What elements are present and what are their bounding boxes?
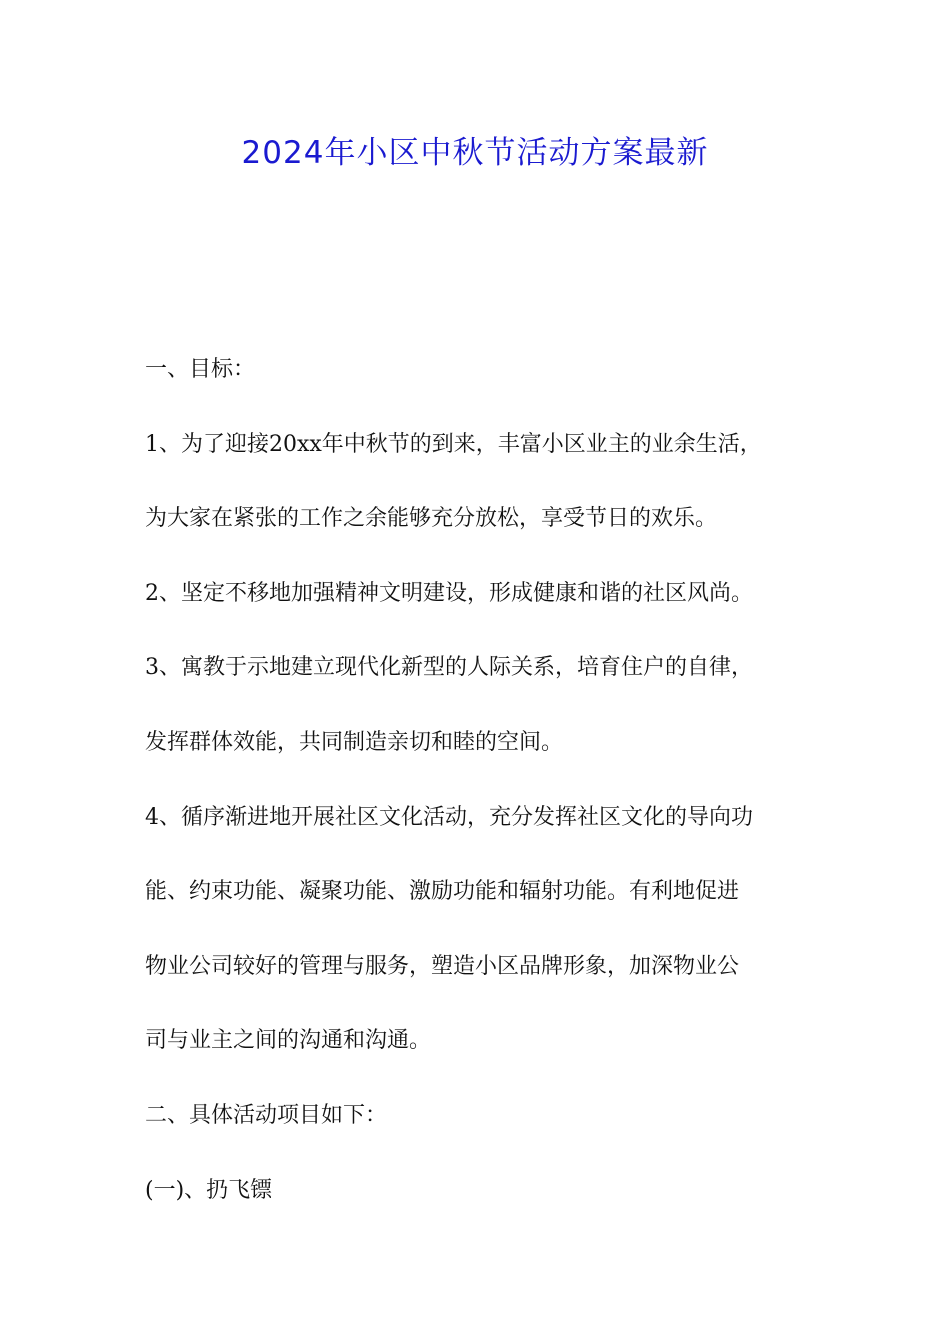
section-heading-goals: 一、目标： — [145, 357, 256, 382]
paragraph-line: 能、约束功能、凝聚功能、激励功能和辐射功能。有利地促进 — [145, 879, 740, 905]
document-body — [145, 333, 813, 1228]
paragraph-line: 4、循序渐进地开展社区文化活动，充分发挥社区文化的导向功 — [145, 804, 753, 830]
paragraph-line: 物业公司较好的管理与服务，塑造小区品牌形象，加深物业公 — [145, 953, 740, 979]
paragraph-line: 1、为了迎接20xx年中秋节的到来，丰富小区业主的业余生活， — [145, 431, 762, 457]
paragraph-line: 3、寓教于示地建立现代化新型的人际关系，培育住户的自律， — [145, 655, 753, 681]
paragraph-line: 发挥群体效能，共同制造亲切和睦的空间。 — [145, 729, 564, 755]
paragraph-line: 司与业主之间的沟通和沟通。 — [145, 1028, 432, 1054]
section-heading-activities: 二、具体活动项目如下： — [145, 1102, 388, 1128]
document-title: 2024年小区中秋节活动方案最新 — [241, 135, 709, 171]
subsection-heading-darts: (一)、扔飞镖 — [145, 1177, 273, 1203]
paragraph-line: 2、坚定不移地加强精神文明建设，形成健康和谐的社区风尚。 — [145, 580, 753, 606]
paragraph-line: 为大家在紧张的工作之余能够充分放松，享受节日的欢乐。 — [145, 506, 718, 532]
